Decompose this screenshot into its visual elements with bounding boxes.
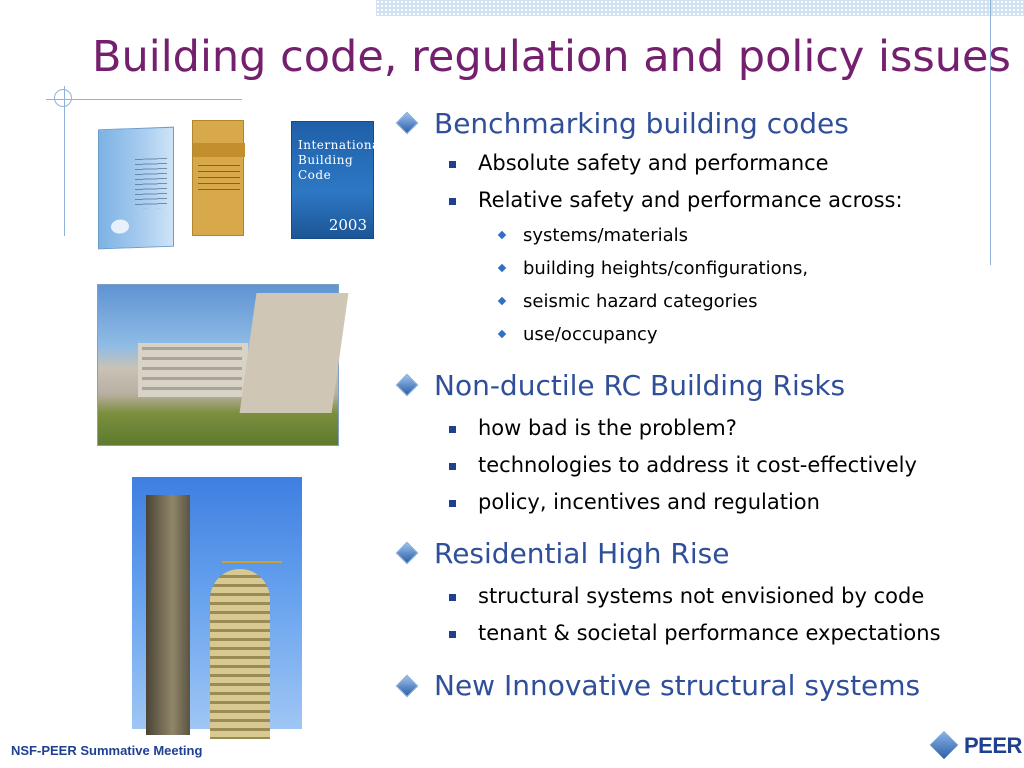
book-cover-ibc-image xyxy=(291,121,385,239)
ibc-cover-title: International Building Code xyxy=(298,138,385,182)
bullet-small-diamond-icon xyxy=(498,297,506,305)
bullet-square-icon xyxy=(449,631,456,638)
slide-title: Building code, regulation and policy issues xyxy=(92,32,1011,82)
peer-diamond-icon xyxy=(930,731,958,759)
bullet-small-diamond-icon xyxy=(498,264,506,272)
peer-logo-text: PEER xyxy=(964,733,1022,758)
section-heading: New Innovative structural systems xyxy=(434,669,921,702)
sub-list-item: building heights/configurations, xyxy=(523,258,809,279)
list-item: policy, incentives and regulation xyxy=(478,490,820,514)
list-item: how bad is the problem? xyxy=(478,416,737,440)
bullet-diamond-icon xyxy=(396,374,419,397)
damaged-building-photo xyxy=(97,284,339,446)
sub-list-item: use/occupancy xyxy=(523,324,658,345)
sub-list-item: seismic hazard categories xyxy=(523,291,758,312)
section-heading: Benchmarking building codes xyxy=(434,107,849,140)
list-item: tenant & societal performance expectations xyxy=(478,621,941,645)
list-item: Relative safety and performance across: xyxy=(478,188,903,212)
decorative-line-left xyxy=(64,86,65,236)
decorative-line-horizontal xyxy=(46,99,242,100)
list-item: structural systems not envisioned by code xyxy=(478,584,925,608)
bullet-small-diamond-icon xyxy=(498,231,506,239)
bullet-square-icon xyxy=(449,463,456,470)
book-cover-blue-standard-image xyxy=(98,127,174,250)
decorative-circle xyxy=(54,89,72,107)
book-cover-asce-standard-image xyxy=(192,120,244,236)
bullet-diamond-icon xyxy=(396,542,419,565)
list-item: Absolute safety and performance xyxy=(478,151,829,175)
ibc-cover-year: 2003 xyxy=(328,216,367,234)
header-pattern-band xyxy=(376,0,1024,16)
footer-meeting-name: NSF-PEER Summative Meeting xyxy=(11,743,203,758)
bullet-diamond-icon xyxy=(396,112,419,135)
high-rise-construction-photo xyxy=(132,477,302,729)
bullet-square-icon xyxy=(449,198,456,205)
bullet-diamond-icon xyxy=(396,675,419,698)
section-heading: Residential High Rise xyxy=(434,537,730,570)
section-heading: Non-ductile RC Building Risks xyxy=(434,369,846,402)
sub-list-item: systems/materials xyxy=(523,225,689,246)
list-item: technologies to address it cost-effectively xyxy=(478,453,917,477)
bullet-small-diamond-icon xyxy=(498,330,506,338)
bullet-square-icon xyxy=(449,500,456,507)
bullet-square-icon xyxy=(449,161,456,168)
bullet-square-icon xyxy=(449,594,456,601)
bullet-square-icon xyxy=(449,426,456,433)
peer-logo xyxy=(930,729,1022,763)
